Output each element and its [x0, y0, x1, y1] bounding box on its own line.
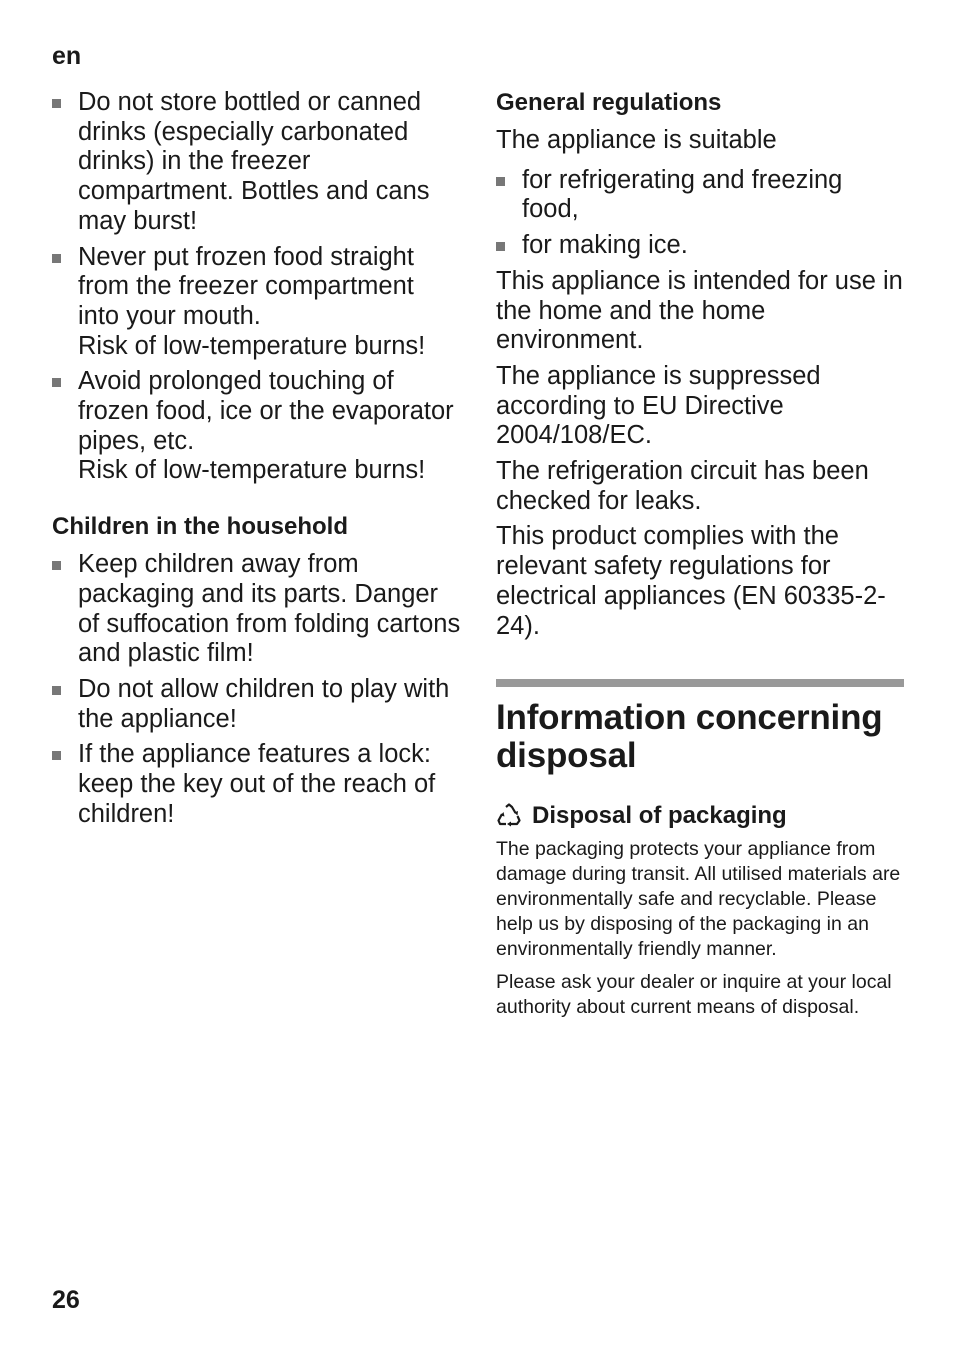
bullet-square-icon: [52, 751, 61, 760]
bullet-note: Risk of low-temperature burns!: [78, 331, 426, 360]
bullet-text: Do not store bottled or canned drinks (especially carbonated drinks) in the freezer compartment. Bottles and cans may burst!: [78, 88, 430, 235]
paragraph: Please ask your dealer or inquire at your local authority about current means of disposal.: [496, 971, 892, 1019]
list-item: [52, 88, 462, 237]
paragraph: This appliance is intended for use in the home and the home environment.: [496, 266, 903, 355]
disposal-heading: Information concerning disposal: [496, 698, 883, 776]
bullet-square-icon: [52, 686, 61, 695]
suitable-bullet-list: [496, 166, 904, 261]
list-item: [52, 675, 462, 734]
bullet-text: Never put frozen food straight from the freezer compartment into your mouth.: [78, 242, 414, 330]
bullet-square-icon: [496, 177, 505, 186]
list-item: [52, 367, 462, 486]
paragraph: The appliance is suppressed according to EU Directive 2004/108/EC.: [496, 361, 821, 450]
right-column: [496, 88, 904, 1028]
list-item: [52, 740, 462, 829]
section-divider: [496, 679, 904, 687]
children-bullet-list: [52, 550, 462, 829]
recycle-icon: [496, 803, 522, 829]
paragraph: The packaging protects your appliance from damage during transit. All utilised materials are environmentally safe and recyclable. Please help us by disposing of the packaging in an environmentally friendly manner.: [496, 838, 901, 961]
list-item: [496, 166, 904, 225]
bullet-square-icon: [52, 99, 61, 108]
packaging-heading: [496, 801, 904, 831]
list-item: [52, 550, 462, 669]
suitable-intro: The appliance is suitable: [496, 126, 777, 154]
bullet-text: If the appliance features a lock:: [78, 740, 431, 769]
bullet-text: Do not allow children to play with the appliance!: [78, 674, 450, 733]
general-regulations-heading: General regulations: [496, 89, 722, 116]
bullet-note: Risk of low-temperature burns!: [78, 456, 426, 485]
list-item: [52, 243, 462, 362]
children-heading: Children in the household: [52, 513, 348, 541]
list-item: [496, 231, 904, 261]
packaging-heading-text: Disposal of packaging: [532, 802, 787, 830]
bullet-note: keep the key out of the reach of children!: [78, 770, 436, 828]
bullet-text: for making ice.: [522, 231, 688, 260]
bullet-text: Avoid prolonged touching of frozen food, ice or the evaporator pipes, etc.: [78, 367, 454, 455]
bullet-text: for refrigerating and freezing food,: [522, 165, 843, 224]
bullet-square-icon: [52, 561, 61, 570]
safety-bullet-list: [52, 88, 462, 486]
bullet-square-icon: [52, 254, 61, 263]
paragraph: The refrigeration circuit has been checked for leaks.: [496, 457, 869, 515]
bullet-square-icon: [52, 378, 61, 387]
bullet-text: Keep children away from packaging and its parts. Danger of suffocation from folding cartons and plastic film!: [78, 550, 461, 668]
language-code: en: [52, 42, 82, 70]
bullet-square-icon: [496, 242, 505, 251]
page-number: 26: [52, 1286, 80, 1314]
paragraph: This product complies with the relevant safety regulations for electrical appliances (EN 60335-2-24).: [496, 522, 886, 640]
left-column: [52, 88, 462, 835]
